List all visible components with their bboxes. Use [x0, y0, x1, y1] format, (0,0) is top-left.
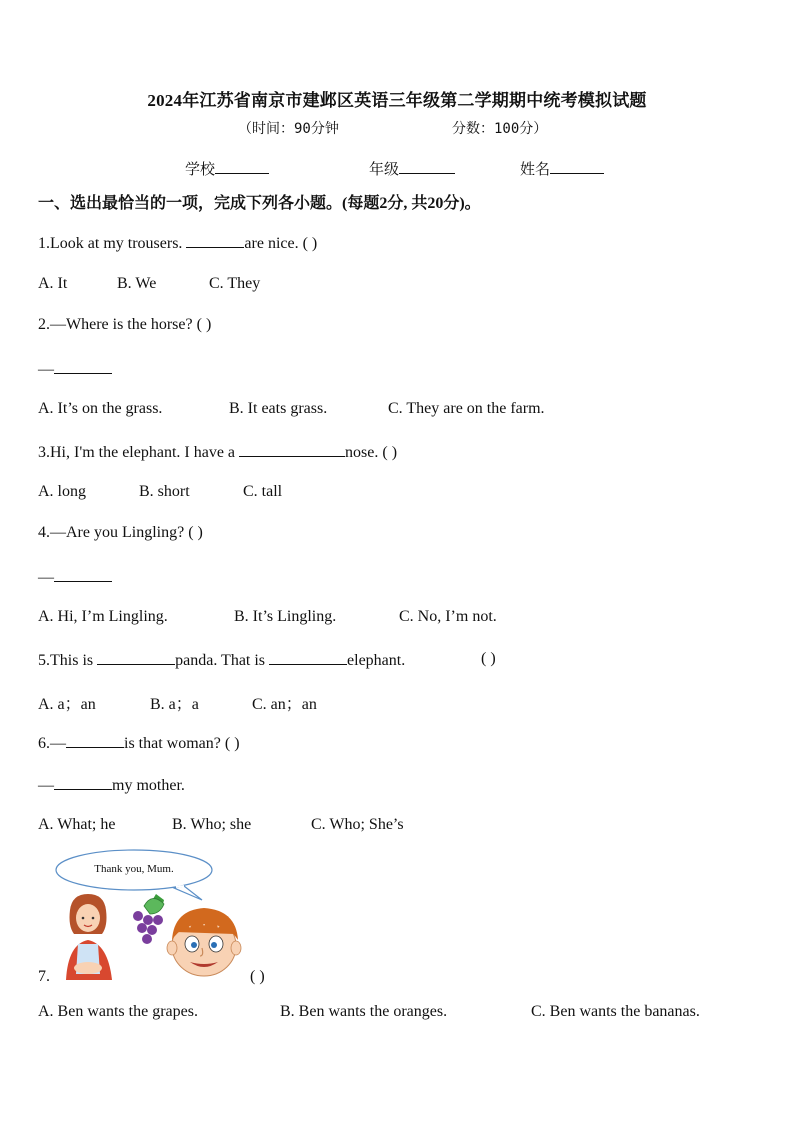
section-heading: 一、选出最恰当的一项，完成下列各小题。(每题2分, 共20分)。 — [38, 195, 481, 212]
answer-blank[interactable] — [97, 650, 175, 665]
option-b[interactable]: B. We — [117, 275, 157, 292]
question-4: 4.—Are you Lingling? ( ) — [38, 524, 203, 541]
answer-paren[interactable]: ( ) — [481, 650, 496, 667]
option-b[interactable]: B. Who; she — [172, 816, 252, 833]
school-label: 学校 — [185, 162, 216, 178]
option-b[interactable]: B. It eats grass. — [229, 400, 328, 417]
option-a[interactable]: A. Ben wants the grapes. — [38, 1003, 198, 1020]
question-2: 2.—Where is the horse? ( ) — [38, 316, 212, 333]
name-blank[interactable] — [550, 159, 604, 174]
name-label: 姓名 — [520, 162, 551, 178]
answer-blank[interactable] — [54, 775, 112, 790]
question-6: 6.— is that woman? ( ) — [38, 735, 240, 752]
question-6-reply: — my mother. — [38, 777, 185, 794]
option-c[interactable]: C. No, I’m not. — [399, 608, 497, 625]
option-c[interactable]: C. Ben wants the bananas. — [531, 1003, 700, 1020]
grade-blank[interactable] — [399, 159, 455, 174]
option-b[interactable]: B. It’s Lingling. — [234, 608, 337, 625]
answer-blank[interactable] — [54, 567, 112, 582]
question-7-illustration — [52, 848, 252, 982]
answer-blank[interactable] — [186, 233, 244, 248]
option-c[interactable]: C. Who; She’s — [311, 816, 404, 833]
answer-blank[interactable] — [239, 442, 345, 457]
question-7: 7. — [38, 968, 50, 985]
grade-label: 年级 — [369, 162, 400, 178]
question-3: 3.Hi, I'm the elephant. I have a nose. ( ) — [38, 444, 398, 461]
answer-blank-2[interactable] — [269, 650, 347, 665]
score-label: 分数：100分） — [452, 121, 548, 137]
option-c[interactable]: C. They — [209, 275, 261, 292]
option-a[interactable]: A. Hi, I’m Lingling. — [38, 608, 168, 625]
option-c[interactable]: C. They are on the farm. — [388, 400, 545, 417]
name-field — [520, 158, 604, 179]
question-2-reply: — — [38, 359, 112, 379]
option-a[interactable]: A. It’s on the grass. — [38, 400, 163, 417]
page-title: 2024年江苏省南京市建邺区英语三年级第二学期期中统考模拟试题 — [147, 91, 647, 110]
question-5: 5.This is panda. That is elephant. — [38, 652, 406, 669]
school-field — [185, 158, 269, 179]
time-label: （时间：90分钟 — [238, 121, 339, 137]
speech-bubble-text: Thank you, Mum. — [94, 863, 174, 875]
option-b[interactable]: B. a；a — [150, 696, 199, 713]
speech-bubble — [56, 850, 212, 900]
boy-figure — [167, 908, 241, 976]
option-a[interactable]: A. It — [38, 275, 68, 292]
mother-figure — [66, 894, 112, 980]
option-c[interactable]: C. an；an — [252, 696, 317, 713]
option-b[interactable]: B. short — [139, 483, 190, 500]
question-4-reply: — — [38, 567, 112, 587]
answer-blank[interactable] — [66, 733, 124, 748]
option-a[interactable]: A. long — [38, 483, 86, 500]
grapes-icon — [133, 894, 164, 944]
option-a[interactable]: A. What; he — [38, 816, 116, 833]
question-1: 1.Look at my trousers. are nice. ( ) — [38, 235, 318, 252]
answer-paren[interactable]: ( ) — [250, 968, 265, 985]
grade-field — [369, 158, 455, 179]
answer-blank[interactable] — [54, 359, 112, 374]
option-a[interactable]: A. a；an — [38, 696, 96, 713]
school-blank[interactable] — [215, 159, 269, 174]
option-b[interactable]: B. Ben wants the oranges. — [280, 1003, 448, 1020]
option-c[interactable]: C. tall — [243, 483, 283, 500]
